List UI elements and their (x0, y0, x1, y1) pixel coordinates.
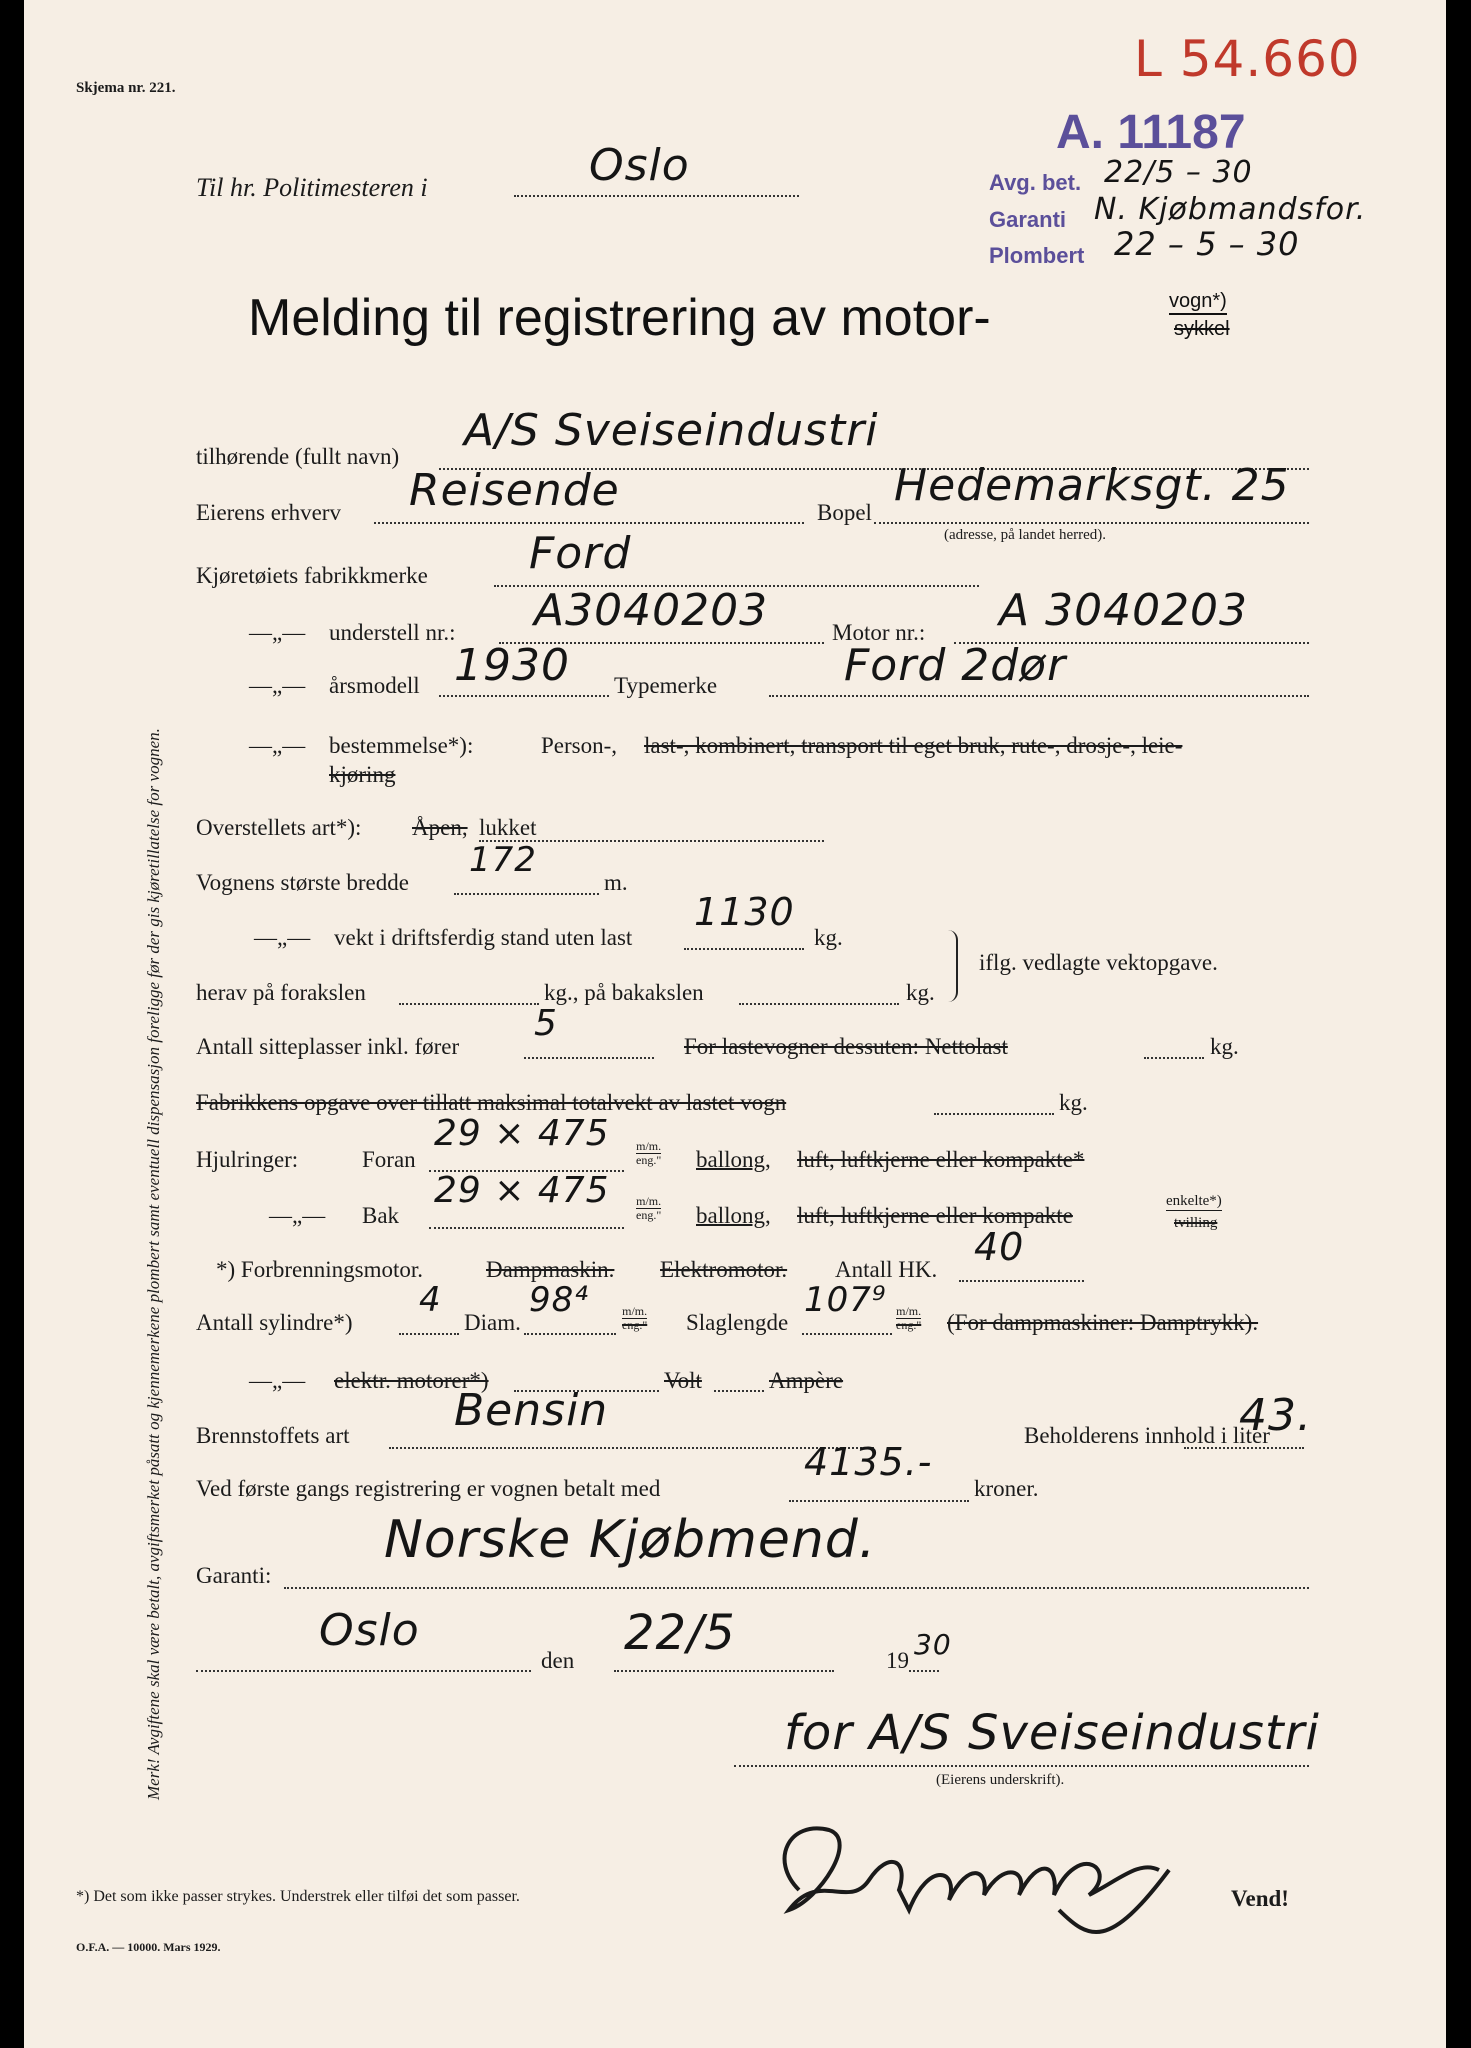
cylinders-value: 4 (419, 1280, 442, 1320)
place-line (196, 1670, 531, 1672)
body-label: Overstellets art*): (196, 815, 362, 840)
width-label: Vognens største bredde (196, 870, 409, 895)
stamp-paid-label: Avg. bet. (989, 170, 1082, 195)
payload-line (1144, 1057, 1204, 1059)
engine-label: *) Forbrenningsmotor. (216, 1257, 423, 1282)
diam-line (524, 1333, 616, 1335)
tank-value: 43. (1239, 1390, 1312, 1441)
fuel-label: Brennstoffets art (196, 1423, 350, 1448)
body-open: Åpen, (412, 815, 468, 840)
hp-value: 40 (974, 1225, 1025, 1269)
diam-eng: eng." (622, 1318, 648, 1332)
form-sheet (24, 0, 1446, 2048)
date-label: den (541, 1648, 575, 1673)
type-line (769, 695, 1309, 697)
tyre-single: enkelte*) (1166, 1193, 1222, 1209)
seats-label: Antall sitteplasser inkl. fører (196, 1034, 460, 1059)
wheels-label: Hjulringer: (196, 1147, 299, 1172)
cylinders-line (399, 1333, 459, 1335)
paid-label: Ved første gangs registrering er vognen betalt med (196, 1476, 661, 1501)
weight-brace (942, 930, 958, 1002)
motor-label: Motor nr.: (832, 620, 926, 645)
stroke-line (802, 1333, 892, 1335)
rear-mm: m/m. (636, 1194, 662, 1208)
guarantee-value: Norske Kjøbmend. (384, 1510, 877, 1570)
total-weight-label: Fabrikkens opgave over tillatt maksimal totalvekt av lastet vogn (196, 1090, 787, 1115)
ditto-year: —„— (249, 673, 306, 698)
diam-label: Diam. (464, 1310, 521, 1335)
year-label: årsmodell (329, 673, 420, 698)
fuel-line (389, 1447, 874, 1449)
stamp-sealed-value: 22 – 5 – 30 (1114, 225, 1300, 263)
address-label: Bopel (817, 500, 872, 525)
stamp-guarantee-value: N. Kjøbmandsfor. (1094, 192, 1367, 227)
address-value: Hedemarksgt. 25 (894, 460, 1290, 511)
type-label: Typemerke (614, 673, 718, 698)
ditto-electric: —„— (249, 1368, 306, 1393)
volt-label: Volt (664, 1368, 702, 1393)
paid-line (789, 1500, 969, 1502)
front-tyre-label: Foran (362, 1147, 416, 1172)
guarantee-line (284, 1587, 1309, 1589)
rear-tyre-types: luft, luftkjerne eller kompakte (797, 1203, 1073, 1228)
front-mm: m/m. (636, 1139, 662, 1153)
to-police-label: Til hr. Politimesteren i (196, 173, 428, 202)
stroke-label: Slaglengde (686, 1310, 789, 1335)
width-value: 172 (469, 840, 537, 880)
stroke-mm: m/m. (896, 1304, 922, 1318)
front-eng: eng." (636, 1153, 662, 1167)
front-balloon: ballong, (696, 1147, 771, 1172)
engine-electric: Elektromotor. (660, 1257, 788, 1282)
owner-value: A/S Sveiseindustri (464, 405, 879, 456)
rear-axle-line (739, 1003, 899, 1005)
seats-line (524, 1057, 654, 1059)
electric-motors-label: elektr. motorer*) (334, 1368, 489, 1393)
weight-unit: kg. (814, 925, 843, 950)
rear-tyre-label: Bak (362, 1203, 400, 1228)
ditto-chassis: —„— (249, 620, 306, 645)
paid-value: 4135.- (804, 1440, 933, 1484)
total-weight-line (934, 1113, 1054, 1115)
city-value: Oslo (589, 140, 690, 191)
payload-label: For lastevogner dessuten: Nettolast (684, 1034, 1008, 1059)
year-line (439, 695, 609, 697)
fuel-value: Bensin (454, 1385, 609, 1436)
front-axle-label: herav på forakslen (196, 980, 366, 1005)
chassis-label: understell nr.: (329, 620, 456, 645)
paid-unit: kroner. (974, 1476, 1039, 1501)
date-value: 22/5 (624, 1605, 736, 1661)
type-value: Ford 2dør (844, 640, 1067, 691)
diam-mm: m/m. (622, 1304, 648, 1318)
title-option-car: vogn*) (1169, 290, 1227, 315)
width-unit: m. (604, 870, 628, 895)
footer-note: *) Det som ikke passer strykes. Understrek eller tilføi det som passer. (76, 1888, 520, 1905)
year-suffix: 30 (914, 1628, 952, 1661)
stroke-eng: eng." (896, 1318, 922, 1332)
form-title: Melding til registrering av motor- (248, 289, 991, 347)
ditto-rear: —„— (269, 1203, 326, 1228)
cylinders-label: Antall sylindre*) (196, 1310, 353, 1335)
front-tyre-types: luft, luftkjerne eller kompakte* (797, 1147, 1085, 1172)
rear-tyre-value: 29 × 475 (434, 1170, 610, 1211)
make-value: Ford (529, 528, 632, 579)
city-line (514, 195, 799, 197)
use-kjoring: kjøring (329, 762, 396, 787)
weight-label: vekt i driftsferdig stand uten last (334, 925, 633, 950)
occupation-label: Eierens erhverv (196, 500, 341, 525)
front-tyre-unit (636, 1140, 661, 1167)
tyre-twin: tvilling (1174, 1215, 1218, 1231)
signature-label: (Eierens underskrift). (936, 1772, 1065, 1788)
seats-value: 5 (534, 1003, 558, 1044)
turn-over: Vend! (1231, 1886, 1289, 1911)
ampere-line (714, 1390, 764, 1392)
total-weight-unit: kg. (1059, 1090, 1088, 1115)
hp-line (959, 1280, 1084, 1282)
payload-unit: kg. (1210, 1034, 1239, 1059)
hp-label: Antall HK. (835, 1257, 938, 1282)
ditto-weight: —„— (254, 925, 311, 950)
tank-line (1184, 1447, 1304, 1449)
chassis-value: A3040203 (534, 585, 769, 636)
diam-value: 98⁴ (529, 1280, 589, 1320)
occupation-value: Reisende (409, 465, 620, 516)
title-option-cycle: sykkel (1174, 318, 1230, 340)
weight-note: iflg. vedlagte vektopgave. (979, 950, 1218, 975)
use-other-options: last-, kombinert, transport til eget bruk, rute-, drosje-, leie- (644, 733, 1183, 758)
engine-steam: Dampmaskin. (486, 1257, 615, 1282)
place-value: Oslo (319, 1605, 420, 1656)
year-line (909, 1670, 939, 1672)
date-line (614, 1670, 834, 1672)
archive-number: L 54.660 (1134, 30, 1361, 88)
make-label: Kjøretøiets fabrikkmerke (196, 563, 428, 588)
print-info: O.F.A. — 10000. Mars 1929. (76, 1940, 221, 1954)
weight-line (684, 948, 804, 950)
rear-axle-unit: kg. (906, 980, 935, 1005)
width-line (454, 893, 599, 895)
year-prefix: 19 (886, 1648, 909, 1673)
rear-tyre-unit (636, 1195, 661, 1222)
signature-line (734, 1765, 1309, 1767)
body-closed: lukket (479, 815, 537, 840)
weight-value: 1130 (694, 890, 795, 934)
rear-balloon: ballong, (696, 1203, 771, 1228)
registration-number: A. 11187 (1056, 106, 1246, 159)
stroke-unit (896, 1305, 921, 1332)
stamp-guarantee-label: Garanti (989, 207, 1067, 232)
address-note: (adresse, på landet herred). (944, 527, 1106, 543)
schema-number: Skjema nr. 221. (76, 80, 176, 96)
signature-firm: for A/S Sveiseindustri (784, 1705, 1320, 1761)
rear-tyre-line (429, 1227, 624, 1229)
rear-eng: eng." (636, 1208, 662, 1222)
guarantee-label: Garanti: (196, 1563, 272, 1588)
use-label: bestemmelse*): (329, 733, 474, 758)
occupation-line (374, 522, 804, 524)
front-axle-line (399, 1003, 539, 1005)
stroke-value: 107⁹ (804, 1280, 887, 1320)
owner-label: tilhørende (fullt navn) (196, 444, 400, 469)
rear-axle-label: kg., på bakakslen (544, 980, 704, 1005)
ditto-use: —„— (249, 733, 306, 758)
motor-value: A 3040203 (999, 585, 1249, 636)
signature-drawing (759, 1800, 1239, 1950)
steam-pressure: (For dampmaskiner: Damptrykk). (947, 1310, 1259, 1335)
diam-unit (622, 1305, 647, 1332)
use-person: Person-, (541, 733, 618, 758)
address-line (874, 522, 1309, 524)
stamp-sealed-label: Plombert (989, 243, 1085, 268)
side-note: Merk! Avgiftene skal være betalt, avgiftsmerket påsatt og kjennemerkene plombert samt eventuell dispensasjon foreligge før der gis kjøretillatelse for vognen. (144, 728, 163, 1800)
stamp-paid-value: 22/5 – 30 (1104, 155, 1253, 190)
front-tyre-value: 29 × 475 (434, 1113, 610, 1154)
ampere-label: Ampère (769, 1368, 844, 1393)
year-value: 1930 (454, 640, 570, 691)
tank-label: Beholderens innhold i liter (1024, 1423, 1270, 1448)
